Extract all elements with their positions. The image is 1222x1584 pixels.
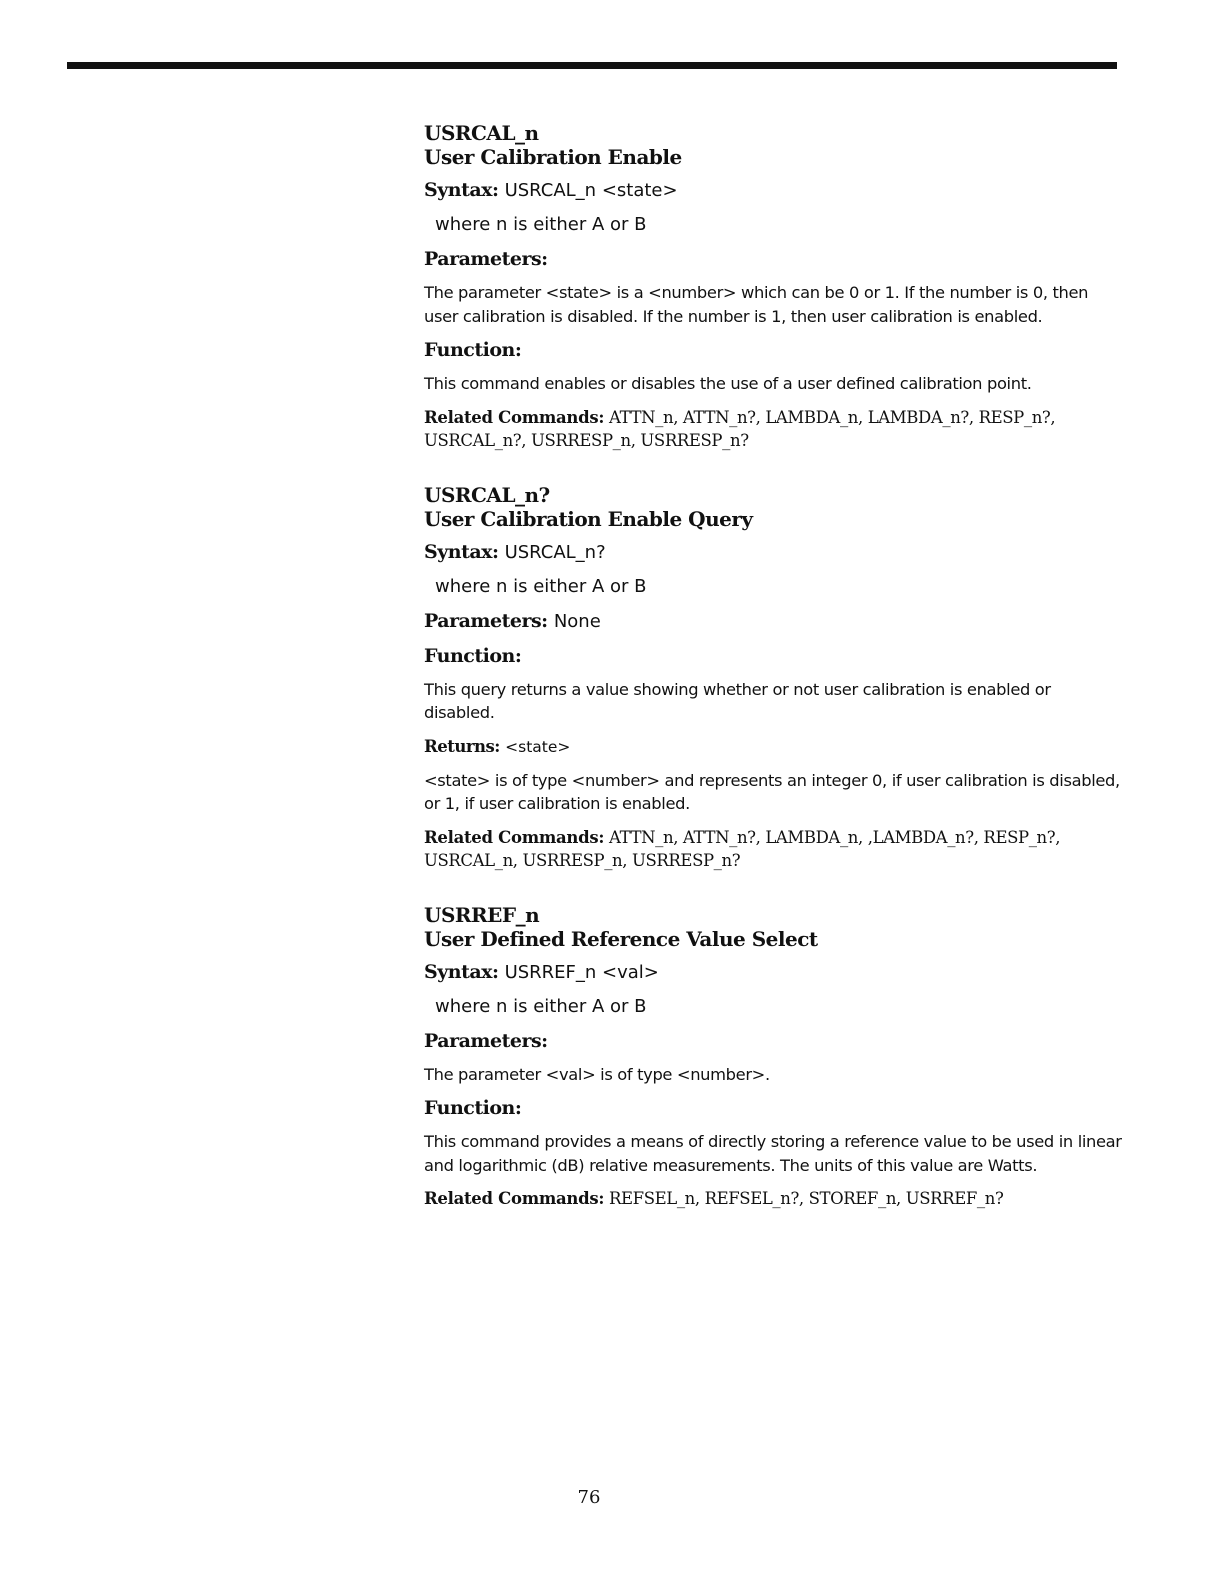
syntax-value: USRCAL_n? xyxy=(504,541,606,563)
function-text: This command provides a means of directly storing a reference value to be used in linear and logarithmic (dB) relative measurements. The units of this value are Watts. xyxy=(424,1132,1122,1175)
related-list: ATTN_n, ATTN_n?, LAMBDA_n, ,LAMBDA_n?, RESP_n?, USRCAL_n, USRRESP_n, USRRESP_n? xyxy=(424,827,1061,870)
related-label: Related Commands: xyxy=(424,1189,605,1208)
returns-text: <state> is of type <number> and represents an integer 0, if user calibration is disabled, or 1, if user calibration is enabled. xyxy=(424,770,1120,813)
parameters-heading: Parameters: xyxy=(424,1029,548,1052)
related-commands xyxy=(424,826,1124,873)
function-heading: Function: xyxy=(424,644,522,667)
function-text: This query returns a value showing whether or not user calibration is enabled or disabled. xyxy=(424,679,1051,722)
syntax-label: Syntax: xyxy=(424,179,499,201)
page-content xyxy=(424,121,1124,1241)
page-number: 76 xyxy=(577,1487,601,1508)
command-title: User Defined Reference Value Select xyxy=(424,926,818,951)
function-heading: Function: xyxy=(424,1097,522,1119)
where-note: where n is either A or B xyxy=(435,995,647,1017)
command-name: USRCAL_n? xyxy=(424,482,550,507)
parameters-value: None xyxy=(553,610,601,632)
syntax-value: USRREF_n <val> xyxy=(504,961,659,983)
returns-label: Returns: xyxy=(424,736,500,756)
syntax-label: Syntax: xyxy=(424,540,499,563)
syntax-line xyxy=(424,540,1124,565)
command-name: USRREF_n xyxy=(424,902,540,927)
function-heading: Function: xyxy=(424,339,522,361)
parameters-text: The parameter <val> is of type <number>. xyxy=(424,1064,770,1084)
syntax-line xyxy=(424,178,1124,203)
syntax-line xyxy=(424,960,1124,985)
parameters-heading: Parameters: xyxy=(424,248,548,270)
command-title: User Calibration Enable Query xyxy=(424,506,753,531)
command-title: User Calibration Enable xyxy=(424,145,682,169)
returns-line xyxy=(424,735,1124,759)
parameters-text: The parameter <state> is a <number> which can be 0 or 1. If the number is 0, then user calibration is disabled. If the number is 1, then user calibration is enabled. xyxy=(424,283,1089,326)
related-label: Related Commands: xyxy=(424,827,605,847)
returns-value: <state> xyxy=(505,737,571,756)
top-rule xyxy=(67,62,1117,69)
where-note: where n is either A or B xyxy=(435,575,647,597)
related-list: ATTN_n, ATTN_n?, LAMBDA_n, LAMBDA_n?, RESP_n?, USRCAL_n?, USRRESP_n, USRRESP_n? xyxy=(424,407,1056,450)
parameters-heading xyxy=(424,609,1124,634)
syntax-label: Syntax: xyxy=(424,960,499,983)
command-section-usrcal-n-query xyxy=(424,483,1124,873)
related-label: Related Commands: xyxy=(424,407,605,427)
function-text: This command enables or disables the use of a user defined calibration point. xyxy=(424,374,1032,393)
related-commands xyxy=(424,406,1124,453)
command-section-usrref-n xyxy=(424,903,1124,1211)
where-note: where n is either A or B xyxy=(435,214,647,235)
related-commands xyxy=(424,1187,1124,1211)
related-list: REFSEL_n, REFSEL_n?, STOREF_n, USRREF_n? xyxy=(609,1189,1004,1208)
command-section-usrcal-n xyxy=(424,121,1124,453)
command-name: USRCAL_n xyxy=(424,121,539,145)
syntax-value: USRCAL_n <state> xyxy=(504,180,678,201)
parameters-label: Parameters: xyxy=(424,609,548,632)
